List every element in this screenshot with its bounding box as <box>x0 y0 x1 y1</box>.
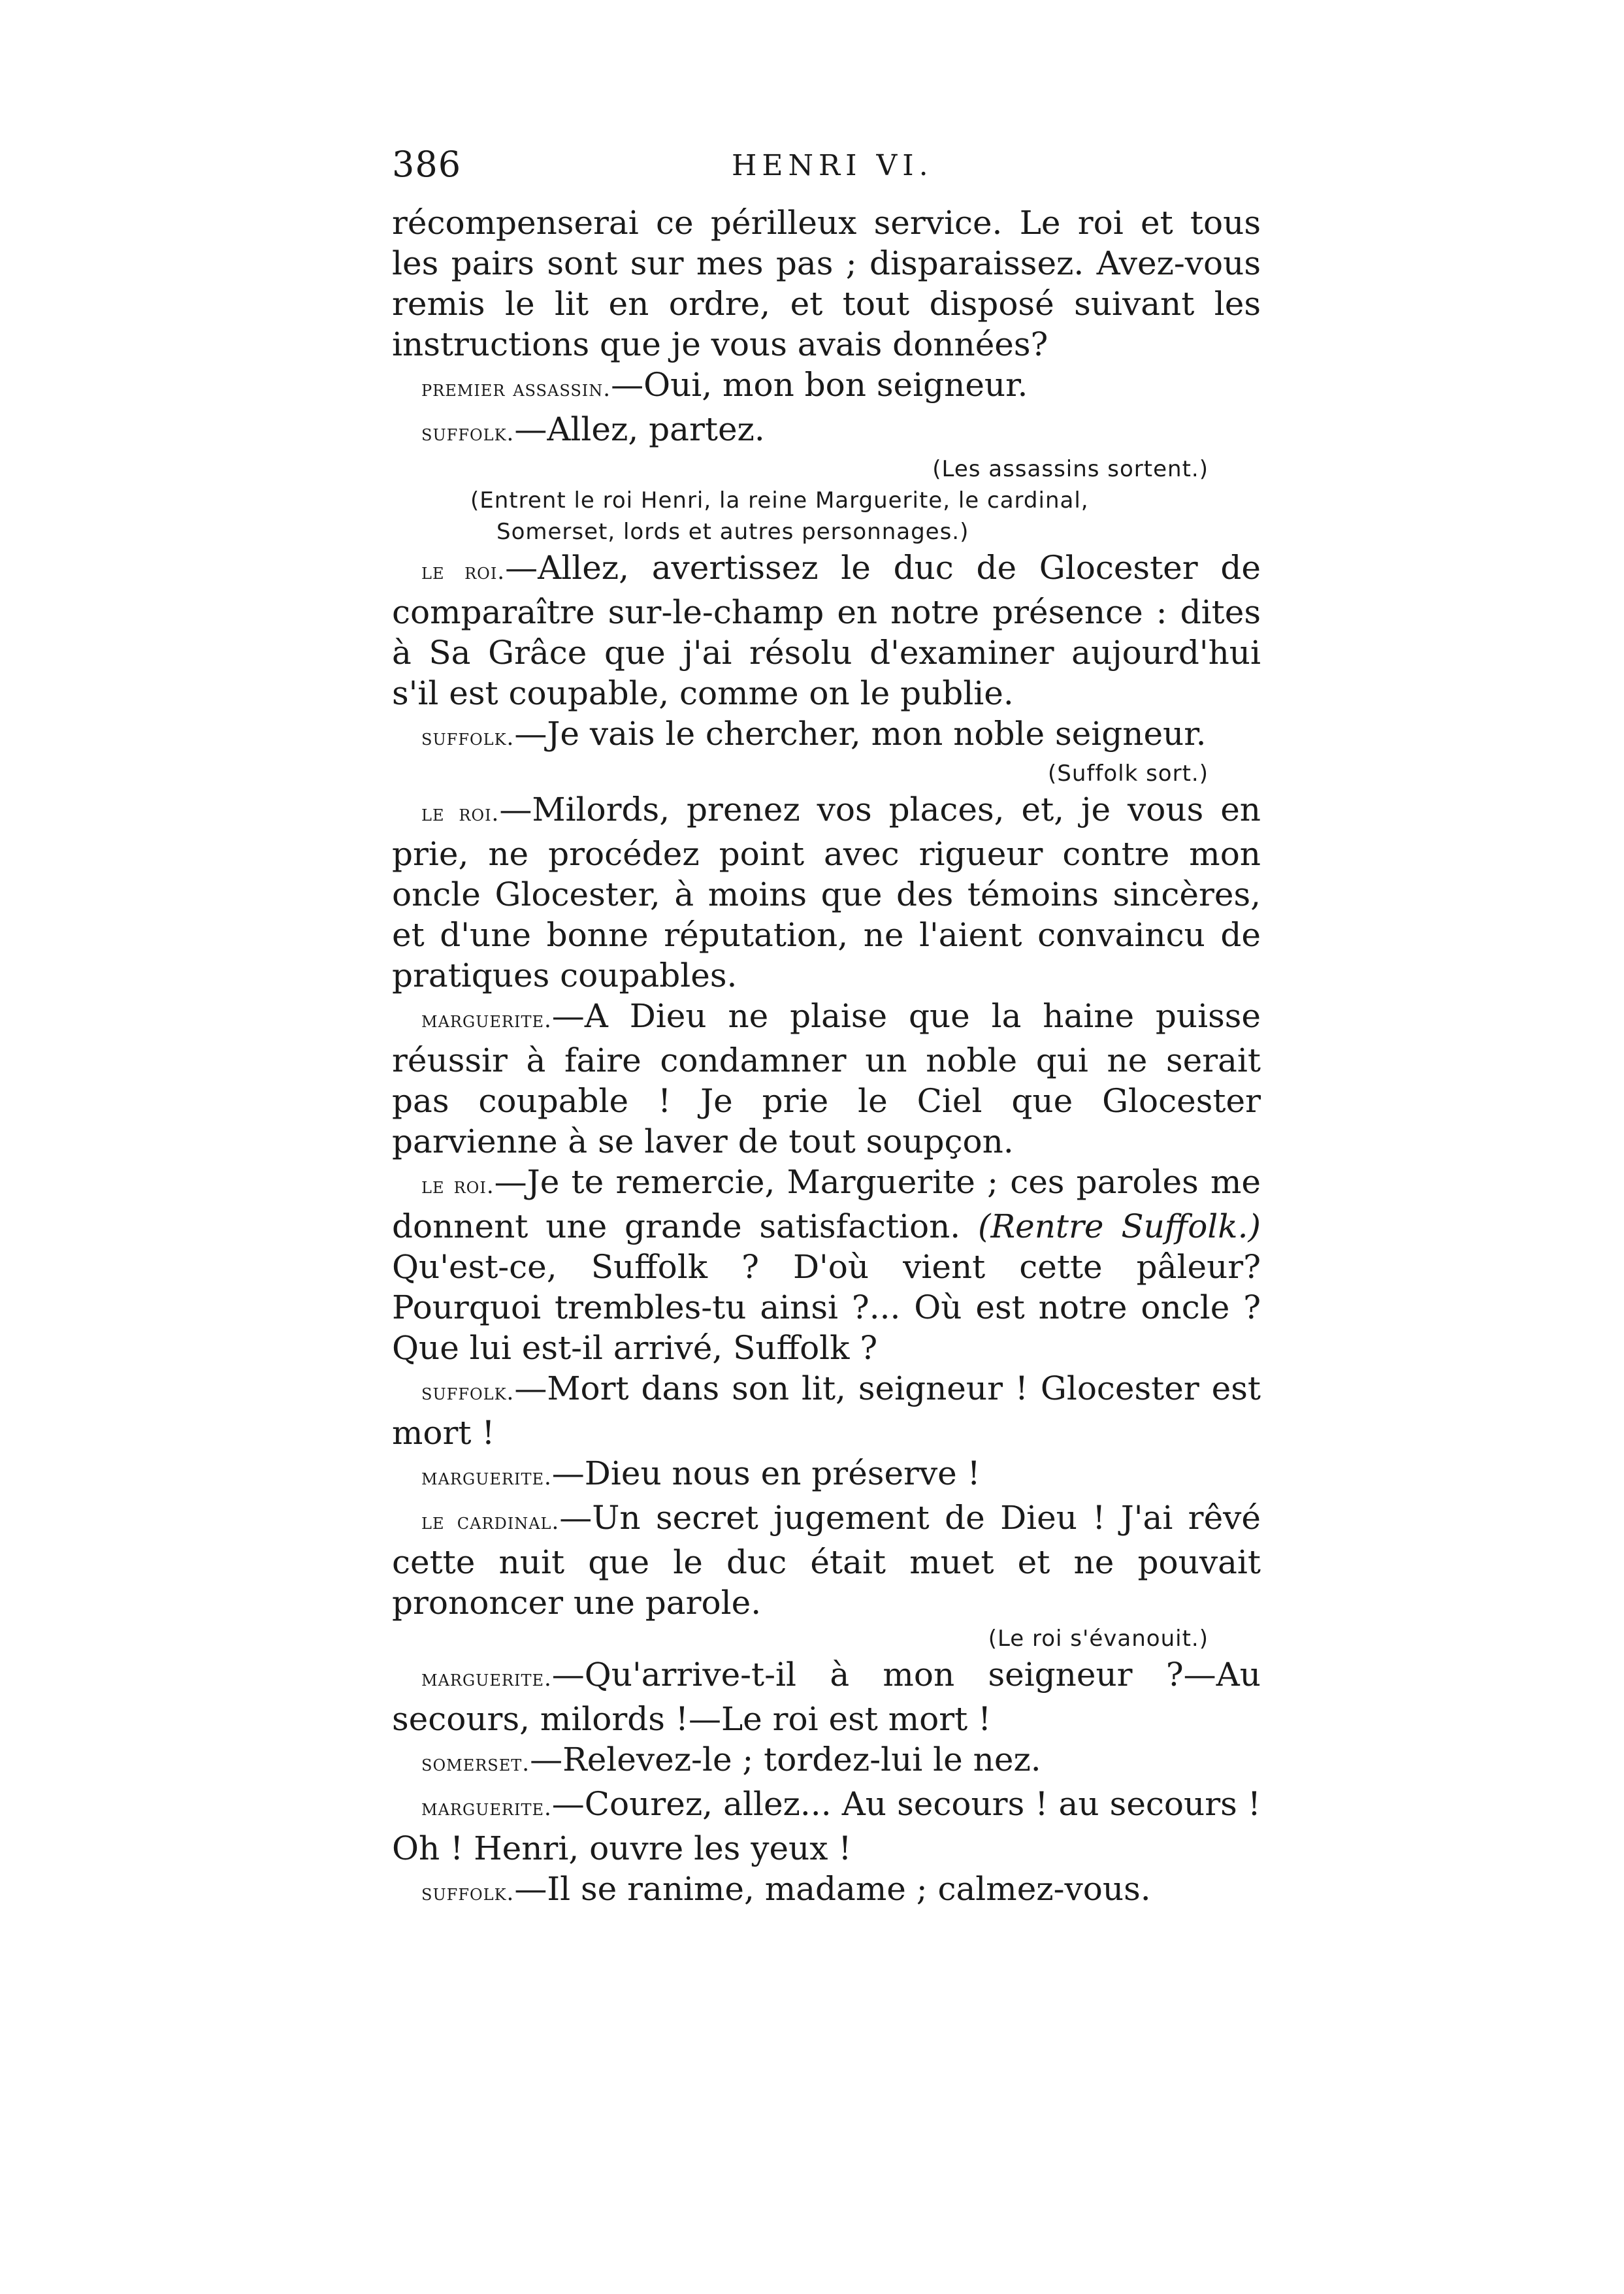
speech-text: —Relevez-le ; tordez-lui le nez. <box>530 1741 1041 1778</box>
speech-text: —Dieu nous en préserve ! <box>551 1454 981 1492</box>
speech <box>392 1739 1261 1784</box>
speaker-name: le roi. <box>421 559 506 585</box>
speech-text: —Milords, prenez vos places, et, je vous en prie, ne procédez point avec rigueur contre mon oncle Glocester, à moins que des témoins sincères, et d'une bonne réputation, ne l'aient convaincu de pratiques coupables. <box>392 791 1261 994</box>
speaker-name: marguerite. <box>421 1007 552 1033</box>
stage-direction-line: (Entrent le roi Henri, la reine Marguerite, le cardinal, <box>470 487 1089 514</box>
stage-direction: (Suffolk sort.) <box>1048 761 1209 787</box>
speech-text: —Il se ranime, madame ; calmez-vous. <box>514 1870 1151 1908</box>
page-number: 386 <box>392 144 462 185</box>
speech-text: —Un secret jugement de Dieu ! J'ai rêvé cette nuit que le duc était muet et ne pouvait prononcer une parole. <box>392 1499 1261 1622</box>
stage-direction <box>392 485 1261 548</box>
speech <box>392 1869 1261 1913</box>
speech <box>392 1368 1261 1453</box>
speech <box>392 789 1261 996</box>
inline-stage-direction: (Rentre Suffolk.) <box>977 1207 1261 1245</box>
speaker-name: suffolk. <box>421 1880 515 1906</box>
speech-text: —Allez, avertissez le duc de Glocester de comparaître sur-le-champ en notre présence : dites à Sa Grâce que j'ai résolu d'examiner aujourd'hui s'il est coupable, comme on le publie. <box>392 549 1261 712</box>
page-header <box>392 131 1261 203</box>
speech <box>392 996 1261 1162</box>
speech <box>392 1162 1261 1368</box>
speech <box>392 1453 1261 1498</box>
speech-text: —Je vais le chercher, mon noble seigneur. <box>514 715 1207 753</box>
speaker-name: le roi. <box>421 800 500 827</box>
speaker-name: le cardinal. <box>421 1509 560 1535</box>
speech <box>392 1654 1261 1739</box>
speaker-name: marguerite. <box>421 1795 552 1821</box>
speech-text: —Je te remercie, Marguerite ; ces paroles me donnent une grande satisfaction. <box>392 1163 1261 1245</box>
paragraph: récompenserai ce périlleux service. Le roi et tous les pairs sont sur mes pas ; disparaissez. Avez-vous remis le lit en ordre, et tout disposé suivant les instructions que je vous avais données? <box>392 204 1261 363</box>
speech <box>392 548 1261 713</box>
speaker-name: premier assassin. <box>421 376 611 402</box>
running-title: HENRI VI. <box>732 149 934 182</box>
speaker-name: marguerite. <box>421 1665 552 1692</box>
speaker-name: le roi. <box>421 1173 495 1199</box>
book-page <box>392 131 1261 1913</box>
stage-direction: (Le roi s'évanouit.) <box>988 1626 1209 1652</box>
speaker-name: suffolk. <box>421 725 515 751</box>
speaker-name: suffolk. <box>421 420 515 446</box>
speech <box>392 1784 1261 1869</box>
page-body <box>392 203 1261 1913</box>
speech <box>392 409 1261 453</box>
speech-text: —Mort dans son lit, seigneur ! Glocester est mort ! <box>392 1369 1261 1452</box>
speech <box>392 713 1261 758</box>
speech <box>392 1498 1261 1623</box>
speech-text: —Allez, partez. <box>514 410 765 448</box>
stage-direction: (Les assassins sortent.) <box>932 456 1209 482</box>
speech-text: —A Dieu ne plaise que la haine puisse réussir à faire condamner un noble qui ne serait pas coupable ! Je prie le Ciel que Glocester parvienne à se laver de tout soupçon. <box>392 997 1261 1160</box>
speech <box>392 365 1261 409</box>
speech-text: —Courez, allez... Au secours ! au secours ! Oh ! Henri, ouvre les yeux ! <box>392 1785 1261 1867</box>
speaker-name: marguerite. <box>421 1464 552 1490</box>
speaker-name: suffolk. <box>421 1379 515 1405</box>
speech-text: —Oui, mon bon seigneur. <box>611 366 1028 404</box>
speaker-name: somerset. <box>421 1750 530 1777</box>
speech-text: Qu'est-ce, Suffolk ? D'où vient cette pâleur? Pourquoi trembles-tu ainsi ?... Où est notre oncle ? Que lui est-il arrivé, Suffolk ? <box>392 1248 1261 1367</box>
speech-text: —Qu'arrive-t-il à mon seigneur ?—Au secours, milords !—Le roi est mort ! <box>392 1656 1261 1738</box>
stage-direction-line: Somerset, lords et autres personnages.) <box>496 519 969 545</box>
